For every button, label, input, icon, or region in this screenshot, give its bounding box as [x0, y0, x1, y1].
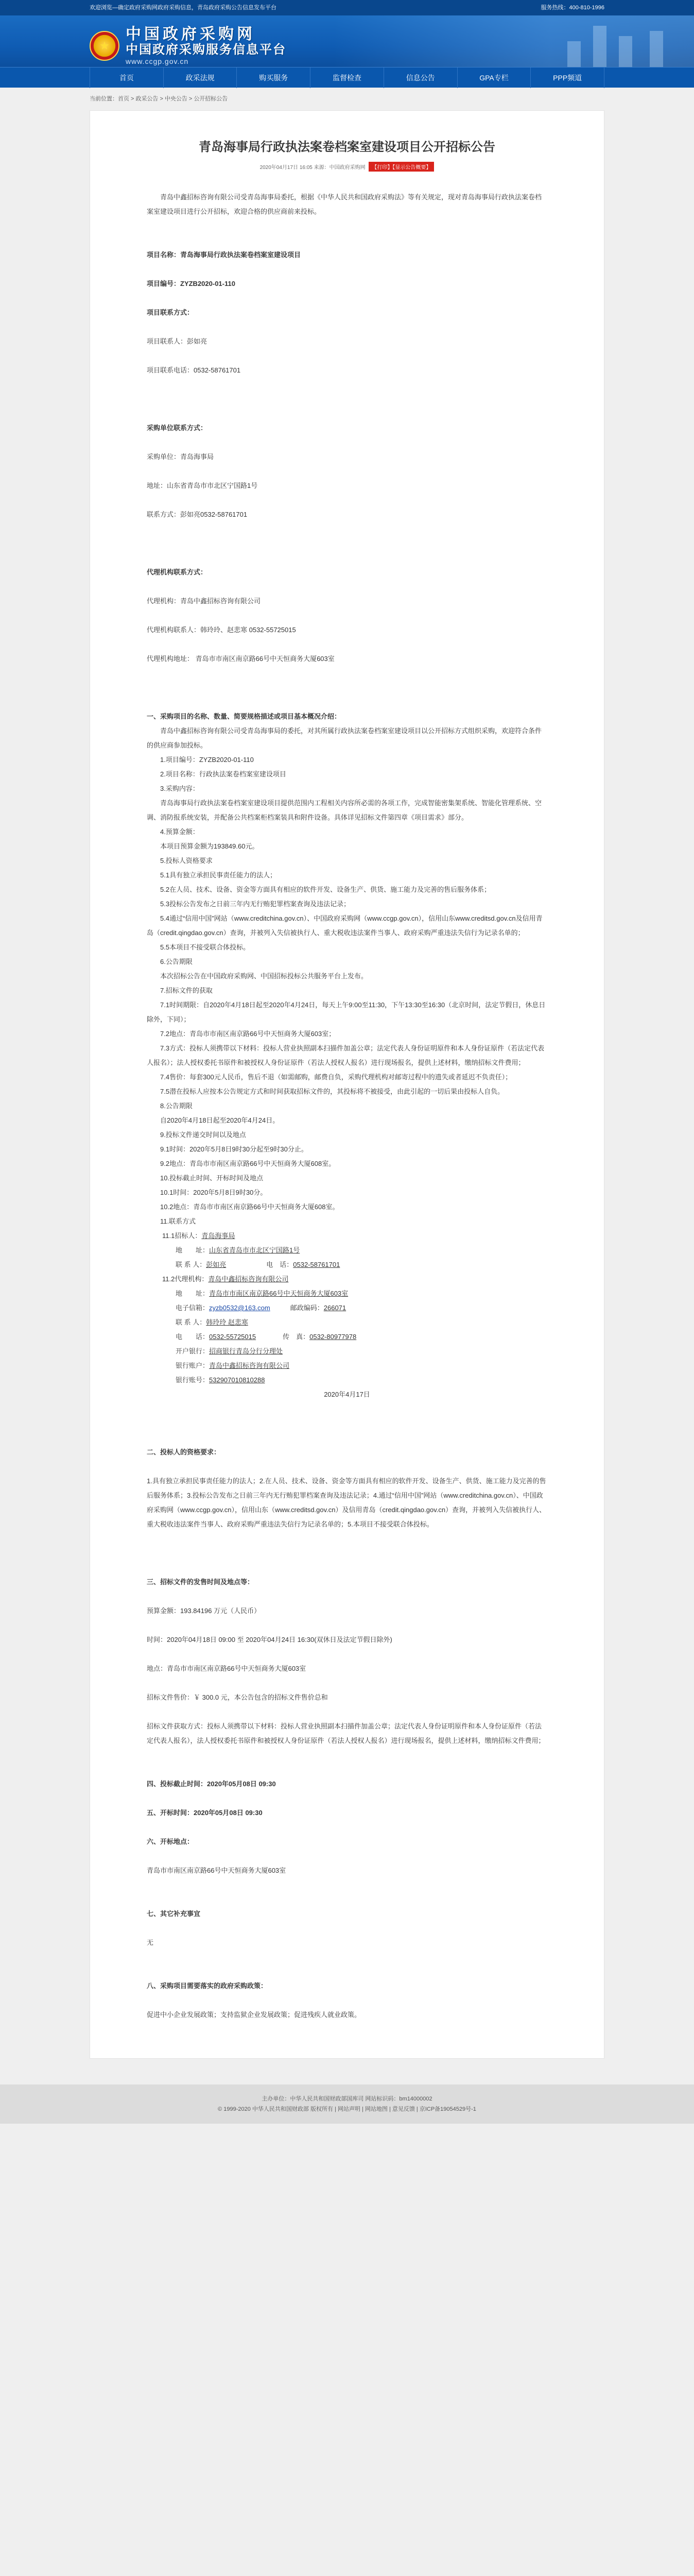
main-nav — [0, 67, 694, 88]
buyer-address: 地址：山东省青岛市市北区宁国路1号 — [147, 482, 258, 489]
s1-qual-item: 5.5本项目不接受联合体投标。 — [160, 943, 250, 951]
buyer-block-name: 青岛海事局 — [201, 1232, 235, 1240]
agent-person-label: 联 系 人： — [176, 1318, 206, 1326]
s3-item: 招标文件售价：￥ 300.0 元，本公告包含的招标文件售价总和 — [147, 1693, 328, 1701]
nav-ppp[interactable]: PPP频道 — [531, 67, 604, 88]
buyer-person-label: 联 系 人： — [176, 1261, 206, 1268]
site-header — [0, 15, 694, 67]
agent-addr-label: 地 址： — [176, 1290, 210, 1297]
agent-block-zip: 266071 — [323, 1304, 346, 1312]
agent-heading: 代理机构联系方式： — [147, 568, 207, 576]
breadcrumb: 当前位置：首页 > 政采公告 > 中央公告 > 公开招标公告 — [90, 96, 228, 102]
agent-bank-label: 开户银行： — [176, 1347, 210, 1355]
s1-open-item: 10.2地点：青岛市市南区南京路66号中天恒商务大厦608室。 — [160, 1203, 339, 1211]
agent-block-name: 青岛中鑫招标咨询有限公司 — [208, 1275, 289, 1283]
s1-item: 1.项目编号：ZYZB2020-01-110 — [160, 756, 254, 764]
site-logo[interactable] — [90, 26, 286, 66]
section-6-body: 青岛市市南区南京路66号中天恒商务大厦603室 — [147, 1867, 286, 1874]
agent-block-acct: 532907010810288 — [209, 1376, 265, 1384]
welcome-text: 欢迎浏览—确定政府采购网政府采购信息，青岛政府采购公告信息发布平台 — [90, 5, 276, 11]
agent-zip-label: 邮政编码： — [290, 1304, 324, 1312]
s1-submit-item: 9.2地点：青岛市市南区南京路66号中天恒商务大厦608室。 — [160, 1160, 336, 1167]
section-5: 五、开标时间：2020年05月08日 09:30 — [147, 1809, 263, 1817]
s1-bid: 自2020年4月18日起至2020年4月24日。 — [160, 1116, 280, 1124]
s1-qual-item: 5.2在人员、技术、设备、资金等方面具有相应的软件开发、设备生产、供货、施工能力及完善的售后服务体系； — [160, 886, 491, 893]
top-bar — [0, 0, 694, 15]
project-number: 项目编号：ZYZB2020-01-110 — [147, 280, 235, 287]
buyer-block-addr: 山东省青岛市市北区宁国路1号 — [209, 1246, 300, 1254]
s3-item: 招标文件获取方式：投标人须携带以下材料：投标人营业执照副本扫描件加盖公章；法定代表人身份证明原件和本人身份证原件（若法定代表人报名），法人授权委托书原件和被授权人身份证原件（若法人授权人报名）进行现场报名，提供上述材料，缴纳招标文件费用； — [147, 1722, 545, 1744]
footer-copyright: © 1999-2020 中华人民共和国财政部 版权所有 | 网站声明 | 网站地图 | 意见反馈 | 京ICP备19054529号-1 — [218, 2106, 476, 2112]
s1-budget: 本项目预算金额为193849.60元。 — [160, 842, 259, 850]
project-contact-tel: 项目联系电话：0532-58761701 — [147, 366, 241, 374]
buyer-tel-label: 电 话： — [266, 1261, 293, 1268]
buyer-heading: 采购单位联系方式： — [147, 424, 207, 432]
agent-fax-label: 传 真： — [283, 1333, 310, 1341]
buyer-block-label: 11.1招标人： — [162, 1232, 202, 1240]
logo-subtitle: 中国政府采购服务信息平台 — [126, 43, 286, 57]
buyer-block-tel: 0532-58761701 — [293, 1261, 340, 1268]
article-body — [147, 190, 547, 2022]
logo-url: www.ccgp.gov.cn — [126, 57, 189, 65]
site-footer — [0, 2084, 694, 2124]
section-7-body: 无 — [147, 1939, 154, 1946]
s1-item: 2.项目名称：行政执法案卷档案室建设项目 — [160, 770, 286, 778]
s1-doc-item: 7.4售价：每套300元人民币，售后不退（如需邮购，邮费自负，采购代理机构对邮寄过程中的遗失或者延迟不负责任）； — [160, 1073, 512, 1081]
s1-doc-item: 7.5潜在投标人应按本公告规定方式和时间获取招标文件的，其投标将不被接受，由此引起的一切后果由投标人自负。 — [160, 1088, 505, 1095]
s1-bid-heading: 8.公告期限 — [160, 1102, 193, 1110]
s3-item: 地点：青岛市市南区南京路66号中天恒商务大厦603室 — [147, 1665, 306, 1672]
building-silhouette — [650, 31, 663, 67]
agent-contact: 代理机构联系人：韩玲玲、赵悲寒 0532-55725015 — [147, 626, 296, 634]
s1-qual-item: 5.3投标公告发布之日前三年内无行贿犯罪档案查询及违法记录； — [160, 900, 351, 908]
nav-supervision[interactable]: 监督检查 — [310, 67, 384, 88]
agent-block-addr: 青岛市市南区南京路66号中天恒商务大厦603室 — [209, 1290, 349, 1297]
section-1-heading: 一、采购项目的名称、数量、简要规格描述或项目基本概况介绍： — [147, 713, 341, 720]
breadcrumb-prefix: 当前位置： — [90, 96, 118, 102]
agent-block-person: 韩玲玲 赵悲寒 — [206, 1318, 248, 1326]
s3-item: 预算金额：193.84196 万元（人民币） — [147, 1607, 261, 1615]
s1-doc-item: 7.1时间期限：自2020年4月18日起至2020年4月24日，每天上午9:00至11:30，下午13:30至16:30（北京时间，法定节假日，休息日除外，下同）； — [147, 1001, 546, 1023]
agent-email-link[interactable]: zyzb0532@163.com — [209, 1304, 270, 1312]
s1-qual-heading: 5.投标人资格要求 — [160, 857, 213, 865]
buyer-contact-block — [162, 1229, 547, 1272]
s1-notice: 本次招标公告在中国政府采购网、中国招标投标公共服务平台上发布。 — [160, 972, 368, 980]
hotline-text: 服务热线：400-810-1996 — [541, 5, 604, 11]
agent-address: 代理机构地址： 青岛市市南区南京路66号中天恒商务大厦603室 — [147, 655, 335, 663]
s1-open-heading: 10.投标截止时间、开标时间及地点 — [160, 1174, 264, 1182]
s1-item: 3.采购内容： — [160, 785, 199, 792]
buyer-block-person: 彭如亮 — [206, 1261, 227, 1268]
s1-doc-item: 7.2地点：青岛市市南区南京路66号中天恒商务大厦603室； — [160, 1030, 336, 1038]
agent-contact-block — [162, 1272, 547, 1387]
logo-title: 中国政府采购网 — [126, 26, 255, 43]
building-silhouette — [619, 36, 632, 67]
section-6-heading: 六、开标地点： — [147, 1838, 194, 1845]
s1-qual-item: 5.1具有独立承担民事责任能力的法人； — [160, 871, 277, 879]
agent-block-bank: 招商银行青岛分行分理处 — [209, 1347, 283, 1355]
buyer-addr-label: 地 址： — [176, 1246, 210, 1254]
s1-qual-item: 5.4通过“信用中国”网站（www.creditchina.gov.cn）、中国政府采购网（www.ccgp.gov.cn），信用山东www.creditsd.gov.cn及信用青岛（credit.qingdao.gov.cn）查询，并被列入失信被执行人、重大税收违法案件当事人、政府采购严重违法失信行为记录名单的； — [147, 914, 543, 937]
s3-item: 时间：2020年04月18日 09:00 至 2020年04月24日 16:30(双休日及法定节假日除外) — [147, 1636, 392, 1643]
section-2-body: 1.具有独立承担民事责任能力的法人；2.在人员、技术、设备、资金等方面具有相应的软件开发、设备生产、供货、施工能力及完善的售后服务体系；3.投标公告发布之日前三年内无行贿犯罪档案查询及违法记录；4.通过“信用中国”网站（www.creditchina.gov.cn）、中国政府采购网（www.ccgp.gov.cn），信用山东（www.creditsd.gov.cn）及信用青岛（credit.qingdao.gov.cn）查询，并被列入失信被执行人、重大税收违法案件当事人、政府采购严重违法失信行为记录名单的；5.本项目不接受联合体投标。 — [147, 1477, 546, 1528]
article-container — [90, 110, 604, 2059]
s1-budget-heading: 4.预算金额： — [160, 828, 199, 836]
buyer-name: 采购单位：青岛海事局 — [147, 453, 214, 461]
project-contact-person: 项目联系人：彭如亮 — [147, 337, 207, 345]
sign-date: 2020年4月17日 — [324, 1391, 370, 1398]
s1-doc-item: 7.3方式：投标人须携带以下材料：投标人营业执照副本扫描件加盖公章；法定代表人身份证明原件和本人身份证原件（若法定代表人报名）；法人授权委托书原件和被授权人身份证原件（若法人授权人报名）进行现场报名，提供上述材料，缴纳招标文件费用； — [147, 1044, 545, 1066]
agent-block-acct-name: 青岛中鑫招标咨询有限公司 — [209, 1362, 290, 1369]
project-contact-heading: 项目联系方式： — [147, 309, 194, 316]
s1-submit-item: 9.1时间：2020年5月8日9时30分起至9时30分止。 — [160, 1145, 308, 1153]
nav-gpa[interactable]: GPA专栏 — [458, 67, 531, 88]
breadcrumb-open-tender[interactable]: 公开招标公告 — [194, 96, 228, 102]
section-2-heading: 二、投标人的资格要求： — [147, 1448, 221, 1456]
s1-doc-heading: 7.招标文件的获取 — [160, 987, 213, 994]
footer-host: 主办单位：中华人民共和国财政部国库司 网站标识码：bm14000002 — [262, 2096, 432, 2102]
breadcrumb-central[interactable]: 中央公告 — [164, 96, 187, 102]
nav-announcements[interactable]: 信息公告 — [384, 67, 458, 88]
s1-notice-heading: 6.公告期限 — [160, 958, 193, 965]
nav-home[interactable]: 首页 — [90, 67, 164, 88]
s1-submit-heading: 9.投标文件递交时间以及地点 — [160, 1131, 246, 1139]
section-3-heading: 三、招标文件的发售时间及地点等： — [147, 1578, 254, 1586]
article-meta — [147, 162, 547, 172]
agent-mail-label: 电子信箱： — [176, 1304, 210, 1312]
nav-regulations[interactable]: 政采法规 — [164, 67, 237, 88]
agent-block-fax: 0532-80977978 — [309, 1333, 357, 1341]
s1-content: 青岛海事局行政执法案卷档案室建设项目提供范围内工程相关内容所必需的各项工作，完成智能密集架系统、智能化管理系统、空调、消防报系统安装，并配备公共档案柜档案装具和附件设备。具体详见招标文件第四章《项目需求》部分。 — [147, 799, 542, 821]
agent-name: 代理机构：青岛中鑫招标咨询有限公司 — [147, 597, 261, 605]
agent-block-tel: 0532-55725015 — [209, 1333, 256, 1341]
section-8-body: 促进中小企业发展政策；支持监狱企业发展政策；促进残疾人就业政策。 — [147, 2011, 361, 2019]
section-1-intro: 青岛中鑫招标咨询有限公司受青岛海事局的委托，对其所属行政执法案卷档案室建设项目以公开招标方式组织采购，欢迎符合条件的供应商参加投标。 — [147, 727, 542, 749]
breadcrumb-notices[interactable]: 政采公告 — [135, 96, 159, 102]
print-button[interactable]: 【打印】【显示公告概要】 — [369, 162, 434, 172]
agent-acct-label: 银行账号： — [176, 1376, 210, 1384]
s1-open-item: 10.1时间：2020年5月8日9时30分。 — [160, 1189, 267, 1196]
publish-info: 2020年04月17日 16:05 来源：中国政府采购网 — [259, 165, 366, 171]
breadcrumb-home[interactable]: 首页 — [118, 96, 129, 102]
buyer-tel: 联系方式：彭如亮0532-58761701 — [147, 511, 248, 518]
section-8-heading: 八、采购项目需要落实的政府采购政策： — [147, 1982, 268, 1990]
agent-acct-name-label: 银行账户： — [176, 1362, 210, 1369]
project-name: 项目名称：青岛海事局行政执法案卷档案室建设项目 — [147, 251, 301, 259]
section-4: 四、投标截止时间：2020年05月08日 09:30 — [147, 1780, 276, 1788]
agent-tel-label: 电 话： — [176, 1333, 210, 1341]
nav-purchase-services[interactable]: 购买服务 — [237, 67, 310, 88]
section-7-heading: 七、其它补充事宜 — [147, 1910, 201, 1918]
s1-contact-heading: 11.联系方式 — [160, 1217, 196, 1225]
agent-block-label: 11.2代理机构： — [162, 1275, 209, 1283]
page-title: 青岛海事局行政执法案卷档案室建设项目公开招标公告 — [199, 140, 495, 154]
national-emblem-icon: ★ — [90, 31, 119, 61]
intro-text: 青岛中鑫招标咨询有限公司受青岛海事局委托，根据《中华人民共和国政府采购法》等有关规定，现对青岛海事局行政执法案卷档案室建设项目进行公开招标，欢迎合格的供应商前来投标。 — [147, 193, 542, 215]
